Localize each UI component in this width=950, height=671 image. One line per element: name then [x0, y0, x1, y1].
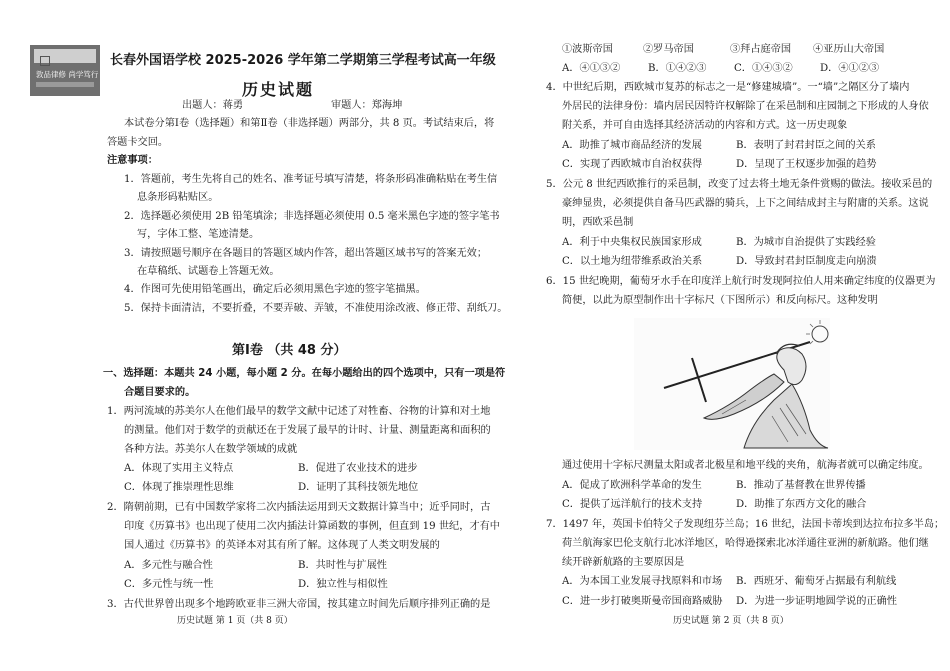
q4-stem: 附关系，并可自由选择其经济活动的内容和方式。这一历史现象 [562, 120, 848, 131]
school-title: 长春外国语学校 2025-2026 学年第二学期第三学程考试高一年级 [110, 53, 496, 68]
notice-title: 注意事项： [107, 155, 158, 166]
q5-option-d: D．导致封君封臣制度走向崩溃 [736, 256, 877, 267]
reviewer: 审题人：郑海坤 [331, 100, 403, 111]
q4-option-a: A．助推了城市商品经济的发展 [562, 140, 702, 151]
q2-stem: 国人通过《历算书》的英译本对其有所了解。这体现了人类文明发展的 [124, 540, 440, 551]
q5-option-c: C．以土地为纽带维系政治关系 [562, 256, 703, 267]
q7-stem: 7．1497 年，英国卡伯特父子发现纽芬兰岛；16 世纪，法国卡蒂埃到达拉布拉多半岛； [546, 519, 945, 530]
q2-stem: 印度《历算书》也出现了使用二次内插法计算函数的事例，但直到 19 世纪，才有中 [124, 521, 500, 532]
q5-option-b: B．为城市自治提供了实践经验 [736, 237, 876, 248]
q6-option-d: D．助推了东西方文化的融合 [736, 499, 867, 510]
logo-emblem-icon [40, 56, 50, 66]
footer-page-1: 历史试题 第 1 页（共 8 页） [177, 616, 293, 626]
page-title: 历史试题 [242, 80, 315, 99]
q1-option-d: D．证明了其科技领先地位 [298, 482, 419, 493]
q3-option-c: C．①④③② [734, 63, 793, 74]
q7-stem: 续开辟新航路的主要原因是 [562, 557, 685, 568]
notice-item: 3．请按照题号顺序在各题目的答题区域内作答，超出答题区域书写的答案无效； [124, 248, 488, 259]
author: 出题人：蒋勇 [182, 100, 244, 111]
q3-empire: ④亚历山大帝国 [813, 44, 885, 55]
notice-item: 息条形码粘贴区。 [137, 192, 219, 203]
logo-subline [36, 82, 94, 87]
notice-item: 5．保持卡面清洁，不要折叠，不要弄破、弄皱，不准使用涂改液、修正带、刮纸刀。 [124, 303, 508, 314]
q3-empire: ③拜占庭帝国 [730, 44, 792, 55]
q6-stem: 简便，以此为原型制作出十字标尺（下图所示）和反向标尺。这种发明 [562, 295, 878, 306]
q4-option-c: C．实现了西欧城市自治权获得 [562, 159, 703, 170]
q6-option-c: C．提供了远洋航行的技术支持 [562, 499, 703, 510]
q3-option-d: D．④①②③ [820, 63, 880, 74]
q6-caption: 通过使用十字标尺测量太阳或者北极星和地平线的夹角，航海者就可以确定纬度。 [562, 460, 929, 471]
q2-option-a: A．多元性与融合性 [124, 560, 213, 571]
q4-option-d: D．呈现了王权逐步加强的趋势 [736, 159, 877, 170]
q5-stem: 豪绅显贵，必须提供自备马匹武器的骑兵，上下之间结成封主与附庸的关系。这说 [562, 198, 929, 209]
intro-line-1: 本试卷分第Ⅰ卷（选择题）和第Ⅱ卷（非选择题）两部分，共 8 页。考试结束后，将 [124, 118, 495, 129]
q1-option-b: B．促进了农业技术的进步 [298, 463, 418, 474]
q6-stem: 6．15 世纪晚期，葡萄牙水手在印度洋上航行时发现阿拉伯人用来确定纬度的仪器更为 [546, 276, 936, 287]
intro-line-2: 答题卡交回。 [107, 137, 169, 148]
logo-banner [34, 49, 96, 63]
notice-item: 写，字体工整、笔迹清楚。 [137, 229, 260, 240]
q1-option-a: A．体现了实用主义特点 [124, 463, 234, 474]
section-instruction-2: 合题目要求的。 [124, 387, 196, 398]
notice-item: 在草稿纸、试题卷上答题无效。 [137, 266, 280, 277]
q4-stem: 外居民的法律身份：墙内居民因特许权解除了在采邑制和庄园制之下形成的人身依 [562, 101, 929, 112]
q5-stem: 5．公元 8 世纪西欧推行的采邑制，改变了过去将土地无条件赏赐的做法。接收采邑的 [546, 179, 933, 190]
q5-stem: 明，西欧采邑制 [562, 217, 634, 228]
q6-option-b: B．推动了基督教在世界传播 [736, 480, 866, 491]
section-title: 第Ⅰ卷 （共 48 分） [232, 343, 347, 358]
q2-option-d: D．独立性与相似性 [298, 579, 388, 590]
q2-stem: 2．隋朝前期，已有中国数学家将二次内插法运用到天文数据计算当中；近乎同时，古 [107, 502, 491, 513]
q2-option-c: C．多元性与统一性 [124, 579, 214, 590]
q3-option-b: B．①④②③ [648, 63, 707, 74]
q7-option-a: A．为本国工业发展寻找原料和市场 [562, 576, 723, 587]
notice-item: 1．答题前，考生先将自己的姓名、准考证号填写清楚，将条形码准确粘贴在考生信 [124, 174, 498, 185]
q1-stem: 的测量。他们对于数学的贡献还在于发展了最早的计时、计量、测量距离和面积的 [124, 425, 491, 436]
q4-option-b: B．表明了封君封臣之间的关系 [736, 140, 876, 151]
q3-empire: ①波斯帝国 [562, 44, 613, 55]
q3-empire: ②罗马帝国 [643, 44, 694, 55]
q1-stem: 各种方法。苏美尔人在数学领域的成就 [124, 444, 298, 455]
q1-stem: 1．两河流域的苏美尔人在他们最早的数学文献中记述了对牲畜、谷物的计算和对土地 [107, 406, 491, 417]
notice-item: 4．作图可先使用铅笔画出，确定后必须用黑色字迹的签字笔描黑。 [124, 284, 426, 295]
q7-option-c: C．进一步打破奥斯曼帝国商路威胁 [562, 596, 723, 607]
school-logo [30, 45, 100, 96]
q7-option-d: D．为进一步证明地圆学说的正确性 [736, 596, 897, 607]
q5-option-a: A．利于中央集权民族国家形成 [562, 237, 702, 248]
footer-page-2: 历史试题 第 2 页（共 8 页） [673, 616, 789, 626]
section-instruction-1: 一、选择题：本题共 24 小题，每小题 2 分。在每小题给出的四个选项中，只有一项是符 [103, 368, 506, 379]
logo-motto: 敦品律修 尚学笃行 [36, 70, 99, 79]
q6-option-a: A．促成了欧洲科学革命的发生 [562, 480, 702, 491]
q3-stem: 3．古代世界曾出现多个地跨欧亚非三洲大帝国，按其建立时间先后顺序排列正确的是 [107, 599, 491, 610]
q7-option-b: B．西班牙、葡萄牙占据最有利航线 [736, 576, 897, 587]
q2-option-b: B．共时性与扩展性 [298, 560, 387, 571]
q7-stem: 荷兰航海家巴伦支航行北冰洋地区，哈得逊探索北冰洋通往亚洲的新航路。他们继 [562, 538, 929, 549]
notice-item: 2．选择题必须使用 2B 铅笔填涂；非选择题必须使用 0.5 毫米黑色字迹的签字笔书 [124, 211, 500, 222]
q3-option-a: A．④①③② [562, 63, 621, 74]
q4-stem: 4．中世纪后期，西欧城市复苏的标志之一是“修建城墙”。一“墙”之隔区分了墙内 [546, 82, 910, 93]
cross-staff-illustration [634, 318, 830, 450]
q1-option-c: C．体现了推崇理性思维 [124, 482, 234, 493]
